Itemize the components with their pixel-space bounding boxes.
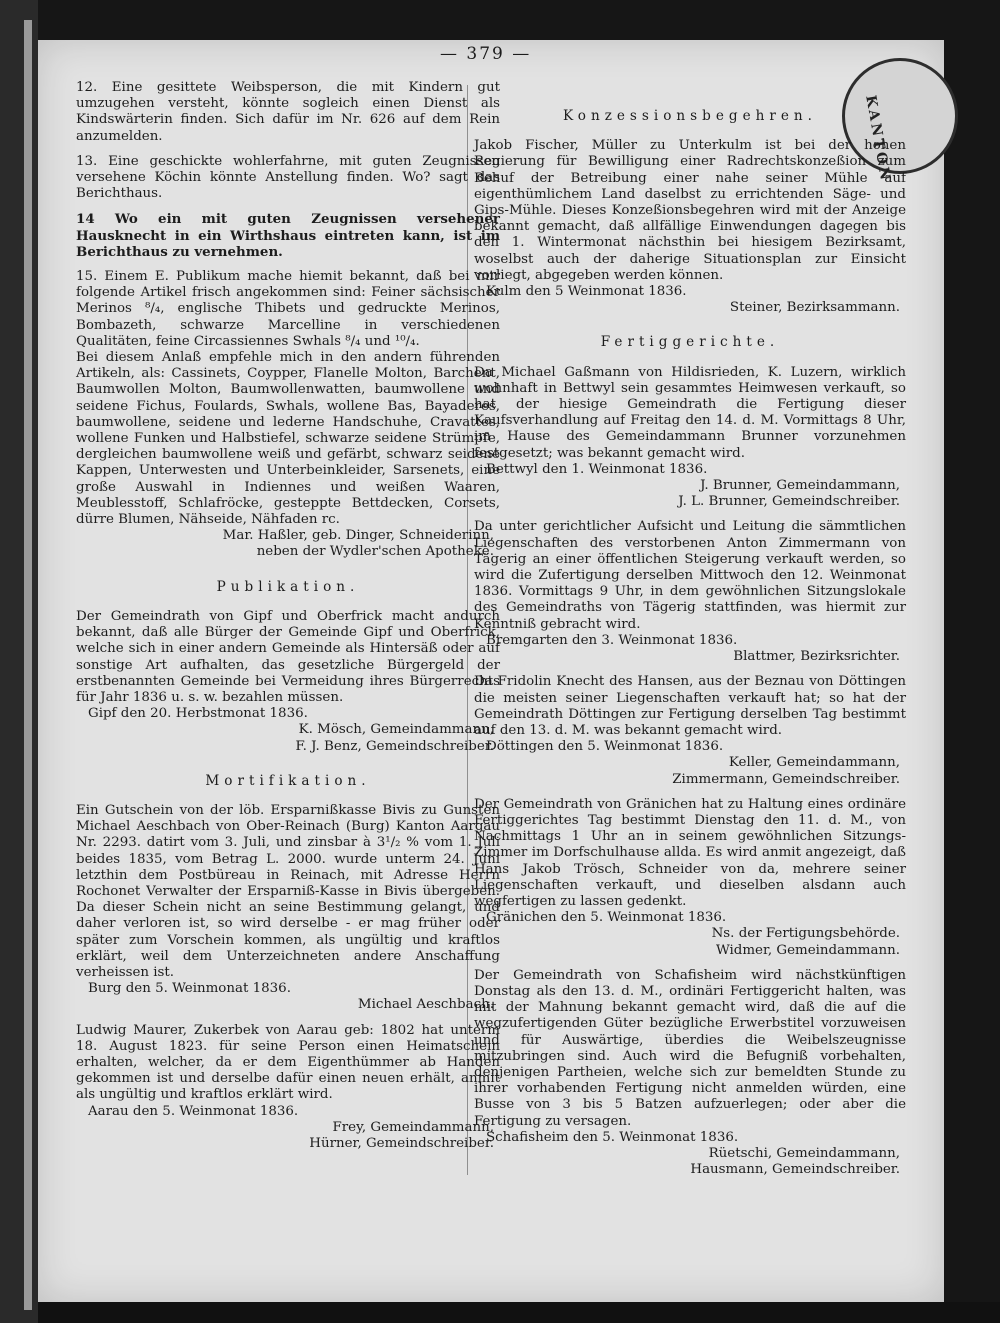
fertigung-gränichen-signature-1: Ns. der Fertigungsbehörde. [711, 926, 900, 942]
ad-15-signature: Mar. Haßler, geb. Dinger, Schneiderinn, [222, 528, 494, 544]
mortification-heading: Mortifikation. [205, 772, 371, 789]
mortification-notice [76, 803, 500, 1014]
fertigung-bettwyl-signature-1: J. Brunner, Gemeindammann, [700, 478, 900, 494]
publication-heading: Publikation. [216, 578, 360, 595]
publication-notice [76, 609, 500, 755]
mortification-signature: Michael Aeschbach. [357, 997, 494, 1013]
fertigung-döttingen-signature-2: Zimmermann, Gemeindschreiber. [672, 771, 900, 787]
fertigung-döttingen-signature-1: Keller, Gemeindammann, [728, 755, 900, 771]
ad-12: 12. Eine gesittete Weibsperson, die mit Kindern gut umzugehen versteht, könnte sogleich einen Dienst als Kindswärterin finden. Sich dafür im Nr. 626 auf dem Rein anzumelden. [76, 80, 500, 144]
fertigung-döttingen [474, 674, 906, 787]
fertigung-bettwyl-signature-2: J. L. Brunner, Gemeindschreiber. [678, 494, 900, 510]
ad-14: 14 Wo ein mit guten Zeugnissen versehener Hausknecht in ein Wirthshaus eintreten kann, ist im Berichthaus zu vernehmen. [76, 211, 500, 260]
publication-date: Gipf den 20. Herbstmonat 1836. [88, 706, 308, 722]
concession-date: Kulm den 5 Weinmonat 1836. [486, 284, 687, 300]
fertigung-tägerig-text: Da unter gerichtlicher Aufsicht und Leitung die sämmtlichen Liegenschaften des verstorbenen Anton Zimmermann von Tägerig an einer öffentlichen Steigerung verkauft werden, so wird die Zufertigung derselben Mittwoch den 12. Weinmonat 1836. Vormittags 9 Uhr, in dem gewöhnlichen Sitzungslokale des Gemeindraths von Tägerig stattfinden, was hiermit zur Kenntniß gebracht wird. [474, 519, 906, 632]
concession-notice [474, 138, 906, 316]
fertigung-gränichen-text: Der Gemeindrath von Gränichen hat zu Haltung eines ordinäre Fertiggerichtes Tag bestimmt Dienstag den 11. d. M., von Nachmittags 1 Uhr an in seinem gewöhnlichen Sitzungs-Zimmer im Dorfschulhause allda. Es wird anmit angezeigt, daß Hans Jakob Trösch, Schneider von da, mehrere seiner Liegenschaften verkauft, und dieselben alsdann auch wegfertigen zu lassen gedenkt. [474, 796, 906, 909]
fertigung-gränichen-date: Gränichen den 5. Weinmonat 1836. [486, 910, 727, 926]
publication-signature-2: F. J. Benz, Gemeindschreiber. [295, 738, 494, 754]
maurer-notice [76, 1023, 500, 1153]
concession-signature: Steiner, Bezirksammann. [729, 300, 900, 316]
publication-signature-1: K. Mösch, Gemeindammann, [298, 722, 494, 738]
concession-heading: Konzessionsbegehren. [562, 108, 818, 124]
fertigung-tägerig-signature: Blattmer, Bezirksrichter. [733, 649, 900, 665]
maurer-signature-1: Frey, Gemeindammann, [332, 1119, 494, 1135]
fertigung-schafisheim-text: Der Gemeindrath von Schafisheim wird nächstkünftigen Donstag als den 13. d. M., ordinäri Fertiggericht halten, was mit der Mahnung bekannt gemacht wird, daß die auf die wegzufertigenden Güter bezügliche Erwerbstitel vorzuweisen und für Auswärtige, überdies die Weibelszeugnisse mitzubringen sind. Auch wird die Befugniß vorbehalten, denjenigen Partheien, welche sich zur bemeldten Stunde zu ihrer vorhabenden Fertigung nicht anmelden würden, eine Busse von 3 bis 5 Batzen aufzuerlegen; oder aber die Fertigung zu versagen. [474, 967, 906, 1129]
fertigung-gränichen-signature-2: Widmer, Gemeindammann. [715, 942, 900, 958]
ad-15-address: neben der Wydler'schen Apotheke. [256, 544, 494, 560]
mortification-date: Burg den 5. Weinmonat 1836. [88, 981, 291, 997]
page-number: — 379 — [440, 44, 532, 64]
stamp-text: KANTON [862, 94, 894, 185]
fertigung-bettwyl-date: Bettwyl den 1. Weinmonat 1836. [486, 461, 708, 477]
fertigung-schafisheim-signature-1: Rüetschi, Gemeindammann, [708, 1145, 900, 1161]
ad-15-intro: 15. Einem E. Publikum mache hiemit bekannt, daß bei mir folgende Artikel frisch angekommen sind: Feiner sächsischer Merinos ⁸/₄, englische Thibets und gedruckte Merinos, Bombazeth, schwarze Marcelline in verschiedenen Qualitäten, feine Circassiennes Swhals ⁸/₄ und ¹⁰/₄. [76, 269, 500, 349]
fertigung-bettwyl [474, 365, 906, 511]
left-column [76, 80, 500, 1161]
ad-15-list: Bei diesem Anlaß empfehle mich in den andern führenden Artikeln, als: Cassinets, Coypper, Flanelle Molton, Barchent, Baumwollen Molton, Baumwollenwatten, baumwollene und seidene Fichus, Foulards, Swhals, wollene Bas, Bayaderes, baumwollene, seidene und lederne Handschuhe, Cravattes, wollene Funken und Halbstiefel, schwarze seidene Strümpfe, dergleichen baumwollene weiß und gefärbt, schwarz seidene Kappen, Unterwesten und Unterbeinkleider, Sarsenets, eine große Auswahl in Indiennes und weißen Waaren, Meublesstoff, Schlafröcke, gesteppte Bettdecken, Corsets, dürre Blumen, Nähseide, Nähfaden rc. [76, 350, 500, 528]
fertiggerichte-heading: Fertiggerichte. [600, 334, 780, 351]
scan-bottom-border [38, 1302, 1000, 1323]
maurer-date: Aarau den 5. Weinmonat 1836. [88, 1103, 299, 1119]
fertigung-tägerig-date: Bremgarten den 3. Weinmonat 1836. [486, 632, 738, 648]
fertigung-tägerig [474, 519, 906, 665]
concession-text: Jakob Fischer, Müller zu Unterkulm ist bei der hohen Regierung für Bewilligung einer Radrechtskonzeßion zum Behuf der Betreibung einer nahe seiner Mühle auf eigenthümlichem Land daselbst zu errichtenden Säge- und Gips-Mühle. Dieses Konzeßionsbegehren wird mit der Anzeige bekannt gemacht, daß allfällige Einwendungen dagegen bis den 1. Wintermonat nächsthin bei hiesigem Bezirksamt, woselbst auch der daherige Situationsplan zur Einsicht vorliegt, abgegeben werden können. [474, 138, 906, 283]
ad-15 [76, 269, 500, 561]
scan-left-border [0, 0, 38, 1323]
publication-text: Der Gemeindrath von Gipf und Oberfrick macht andurch bekannt, daß alle Bürger der Gemeinde Gipf und Oberfrick, welche sich in einer andern Gemeinde als Hintersäß oder auf sonstige Art aufhalten, das gesetzliche Bürgergeld der erstbenannten Gemeinde bei Vermeidung ihres Bürgerrechts für Jahr 1836 u. s. w. bezahlen müssen. [76, 608, 500, 705]
fertigung-schafisheim-date: Schafisheim den 5. Weinmonat 1836. [486, 1129, 739, 1145]
fertigung-döttingen-text: Da Fridolin Knecht des Hansen, aus der Beznau von Döttingen die meisten seiner Liegenschaften verkauft hat; so hat der Gemeindrath Döttingen zur Fertigung derselben Tag bestimmt auf den 13. d. M. was bekannt gemacht wird. [474, 674, 906, 738]
maurer-text: Ludwig Maurer, Zukerbek von Aarau geb: 1802 hat unterm 18. August 1823. für seine Person einen Heimatschein erhalten, welcher, da er dem Eigenthümmer ab Handen gekommen ist und derselbe dafür einen neuen erhält, anmit als ungültig und kraftlos erklärt wird. [76, 1022, 500, 1103]
fertigung-schafisheim-signature-2: Hausmann, Gemeindschreiber. [690, 1162, 900, 1178]
ad-13: 13. Eine geschickte wohlerfahrne, mit guten Zeugnissen versehene Köchin könnte Anstellung finden. Wo? sagt das Berichthaus. [76, 153, 500, 202]
fertigung-bettwyl-text: Da Michael Gaßmann von Hildisrieden, K. Luzern, wirklich wohnhaft in Bettwyl sein gesammtes Heimwesen verkauft, so hat der hiesige Gemeindrath die Fertigung dieser Kaufsverhandlung auf Freitag den 14. d. M. Vormittags 8 Uhr, im Hause des Gemeindammann Brunner vorzunehmen festgesetzt; was bekannt gemacht wird. [474, 364, 906, 461]
fertigung-gränichen [474, 797, 906, 959]
fertigung-schafisheim [474, 968, 906, 1179]
maurer-signature-2: Hürner, Gemeindschreiber. [309, 1135, 494, 1151]
mortification-text: Ein Gutschein von der löb. Ersparnißkasse Bivis zu Gunsten Michael Aeschbach von Ober-Reinach (Burg) Kanton Aargau Nr. 2293. datirt vom 3. Juli, und zinsbar à 3¹/₂ % vom 1. Juli beides 1835, vom Betrag L. 2000. wurde unterm 24. Juni letzthin dem Postbüreau in Reinach, mit Adresse Herrn Rochonet Verwalter der Ersparniß-Kasse in Bivis übergeben. Da dieser Schein nicht an seine Bestimmung gelangt, und daher verloren ist, so wird derselbe - er mag früher oder später zum Vorschein kommen, als ungültig und kraftlos erklärt, weil dem Unterzeichneten andere Anschaffung verheissen ist. [76, 802, 500, 980]
book-edge [24, 20, 32, 1310]
right-column [474, 80, 906, 1187]
fertigung-döttingen-date: Döttingen den 5. Weinmonat 1836. [486, 739, 724, 755]
